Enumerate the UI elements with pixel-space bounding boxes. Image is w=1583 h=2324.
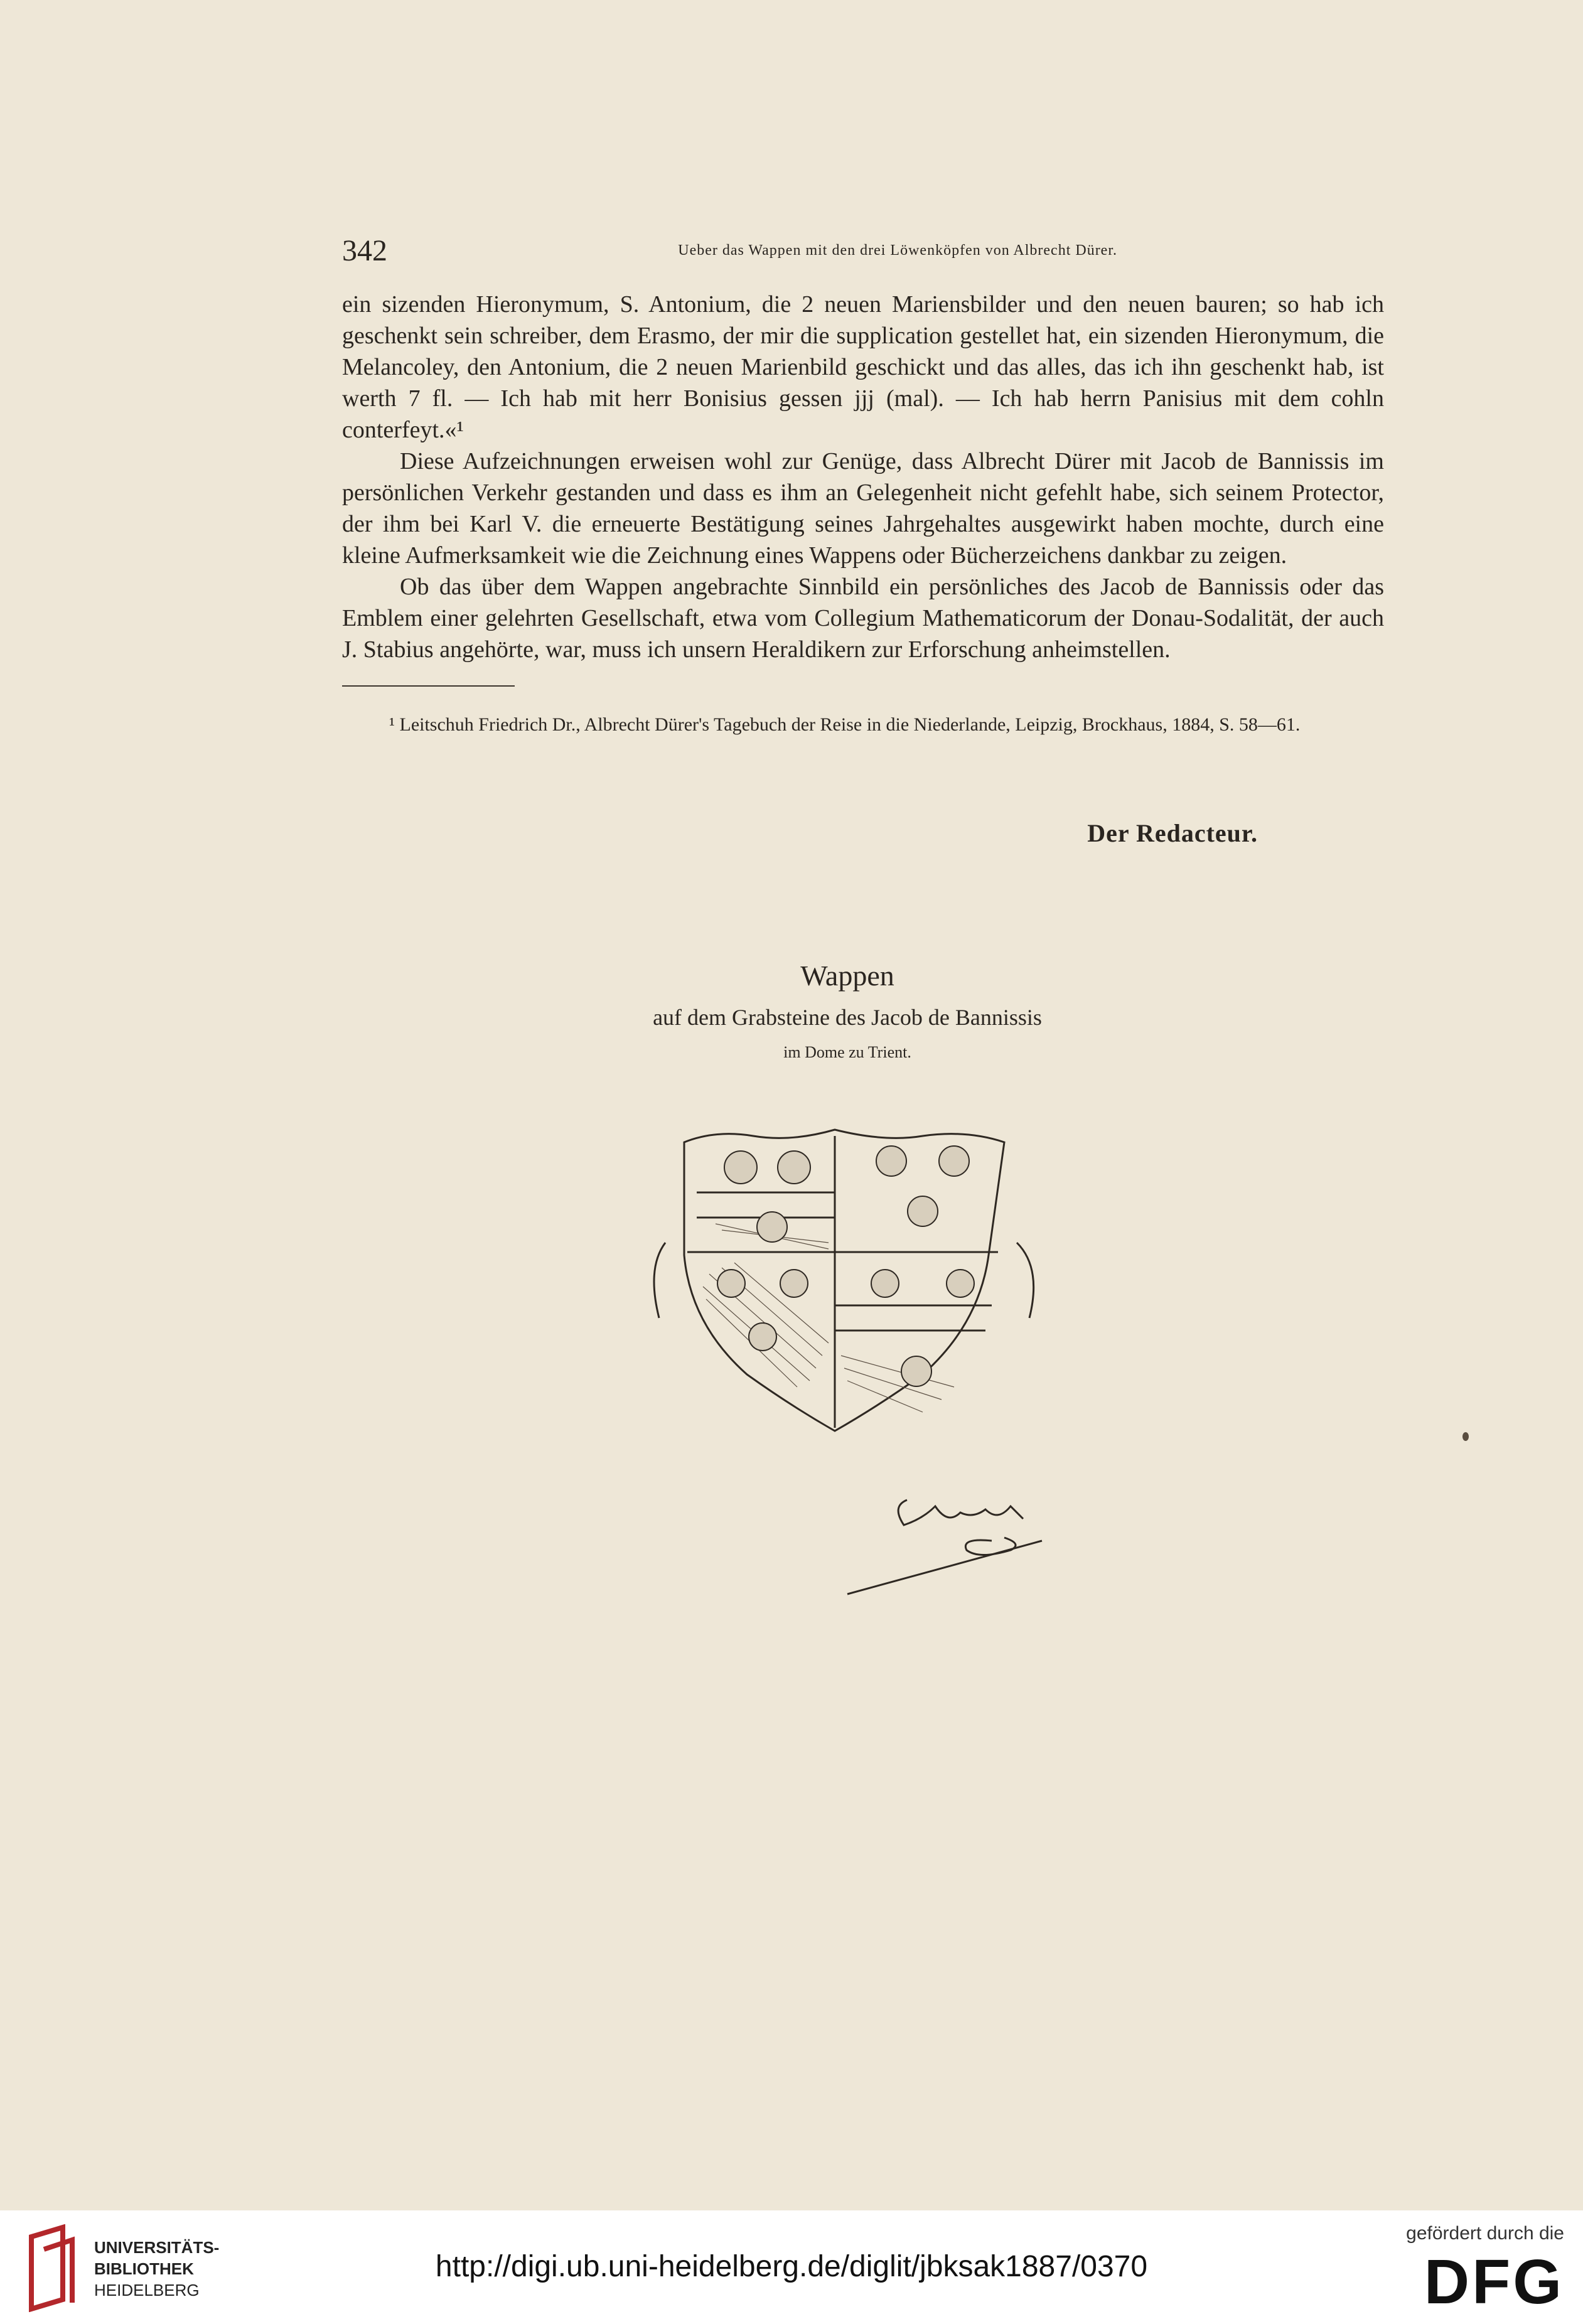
running-header (342, 233, 1117, 271)
viewer-footer (0, 2210, 1583, 2324)
author-signoff: Der Redacteur. (1087, 819, 1258, 847)
artist-signature (835, 1469, 1061, 1600)
illustration-title: Wappen (800, 960, 894, 992)
page-number: 342 (342, 234, 387, 267)
dfg-logo[interactable]: DFG (1424, 2247, 1564, 2317)
funding-caption: gefördert durch die (1406, 2223, 1564, 2244)
library-name-line: BIBLIOTHEK (94, 2259, 194, 2278)
paragraph: Diese Aufzeichnungen erweisen wohl zur Genüge, dass Albrecht Dürer mit Jacob de Bannissis im persönlichen Verkehr gestanden und dass es ihm an Gelegenheit nicht gefehlt habe, sich seinem Protector, der ihm bei Karl V. die erneuerte Bestätigung seines Jahrgehaltes ausgewirkt haben mochte, durch eine kleine Aufmerksamkeit wie die Zeichnung eines Wappens oder Bücherzeichens dankbar zu zeigen. (342, 448, 1384, 569)
body-text (342, 289, 1384, 665)
coat-of-arms-illustration (628, 1117, 1067, 1469)
paragraph: Ob das über dem Wappen angebrachte Sinnbild ein persönliches des Jacob de Bannissis oder das Emblem einer gelehrten Gesellschaft, etwa vom Collegium Mathematicorum der Donau-Sodalität, der auch J. Stabius angehörte, war, muss ich unsern Heraldikern zur Erforschung anheimstellen. (342, 574, 1384, 663)
library-name-line: HEIDELBERG (94, 2281, 200, 2300)
library-name-line: UNIVERSITÄTS- (94, 2238, 220, 2257)
paragraph: ein sizenden Hieronymum, S. Antonium, die 2 neuen Mariensbilder und den neuen bauren; so hab ich geschenkt sein schreiber, dem Erasmo, der mir die supplication gestellet hat, ein sizenden Hieronymum, die Melancoley, den Antonium, die 2 neuen Marienbild geschickt und das alles, das ich ihn geschenkt hab, ist werth 7 fl. — Ich hab mit herr Bonisius gessen jjj (mal). — Ich hab herrn Panisius mit dem cohln conterfeyt.«¹ (342, 291, 1384, 443)
paper-speck (1462, 1432, 1469, 1441)
footnote: ¹ Leitschuh Friedrich Dr., Albrecht Dürer's Tagebuch der Reise in die Niederlande, Leipzig, Brockhaus, 1884, S. 58—61. (389, 714, 1301, 735)
illustration-subtitle: auf dem Grabsteine des Jacob de Bannissis (653, 1005, 1042, 1030)
running-title: Ueber das Wappen mit den drei Löwenköpfen von Albrecht Dürer. (678, 242, 1117, 259)
permalink-url[interactable]: http://digi.ub.uni-heidelberg.de/diglit/jbksak1887/0370 (435, 2250, 1148, 2283)
footnote-divider (342, 685, 515, 687)
illustration-location: im Dome zu Trient. (783, 1043, 911, 1061)
